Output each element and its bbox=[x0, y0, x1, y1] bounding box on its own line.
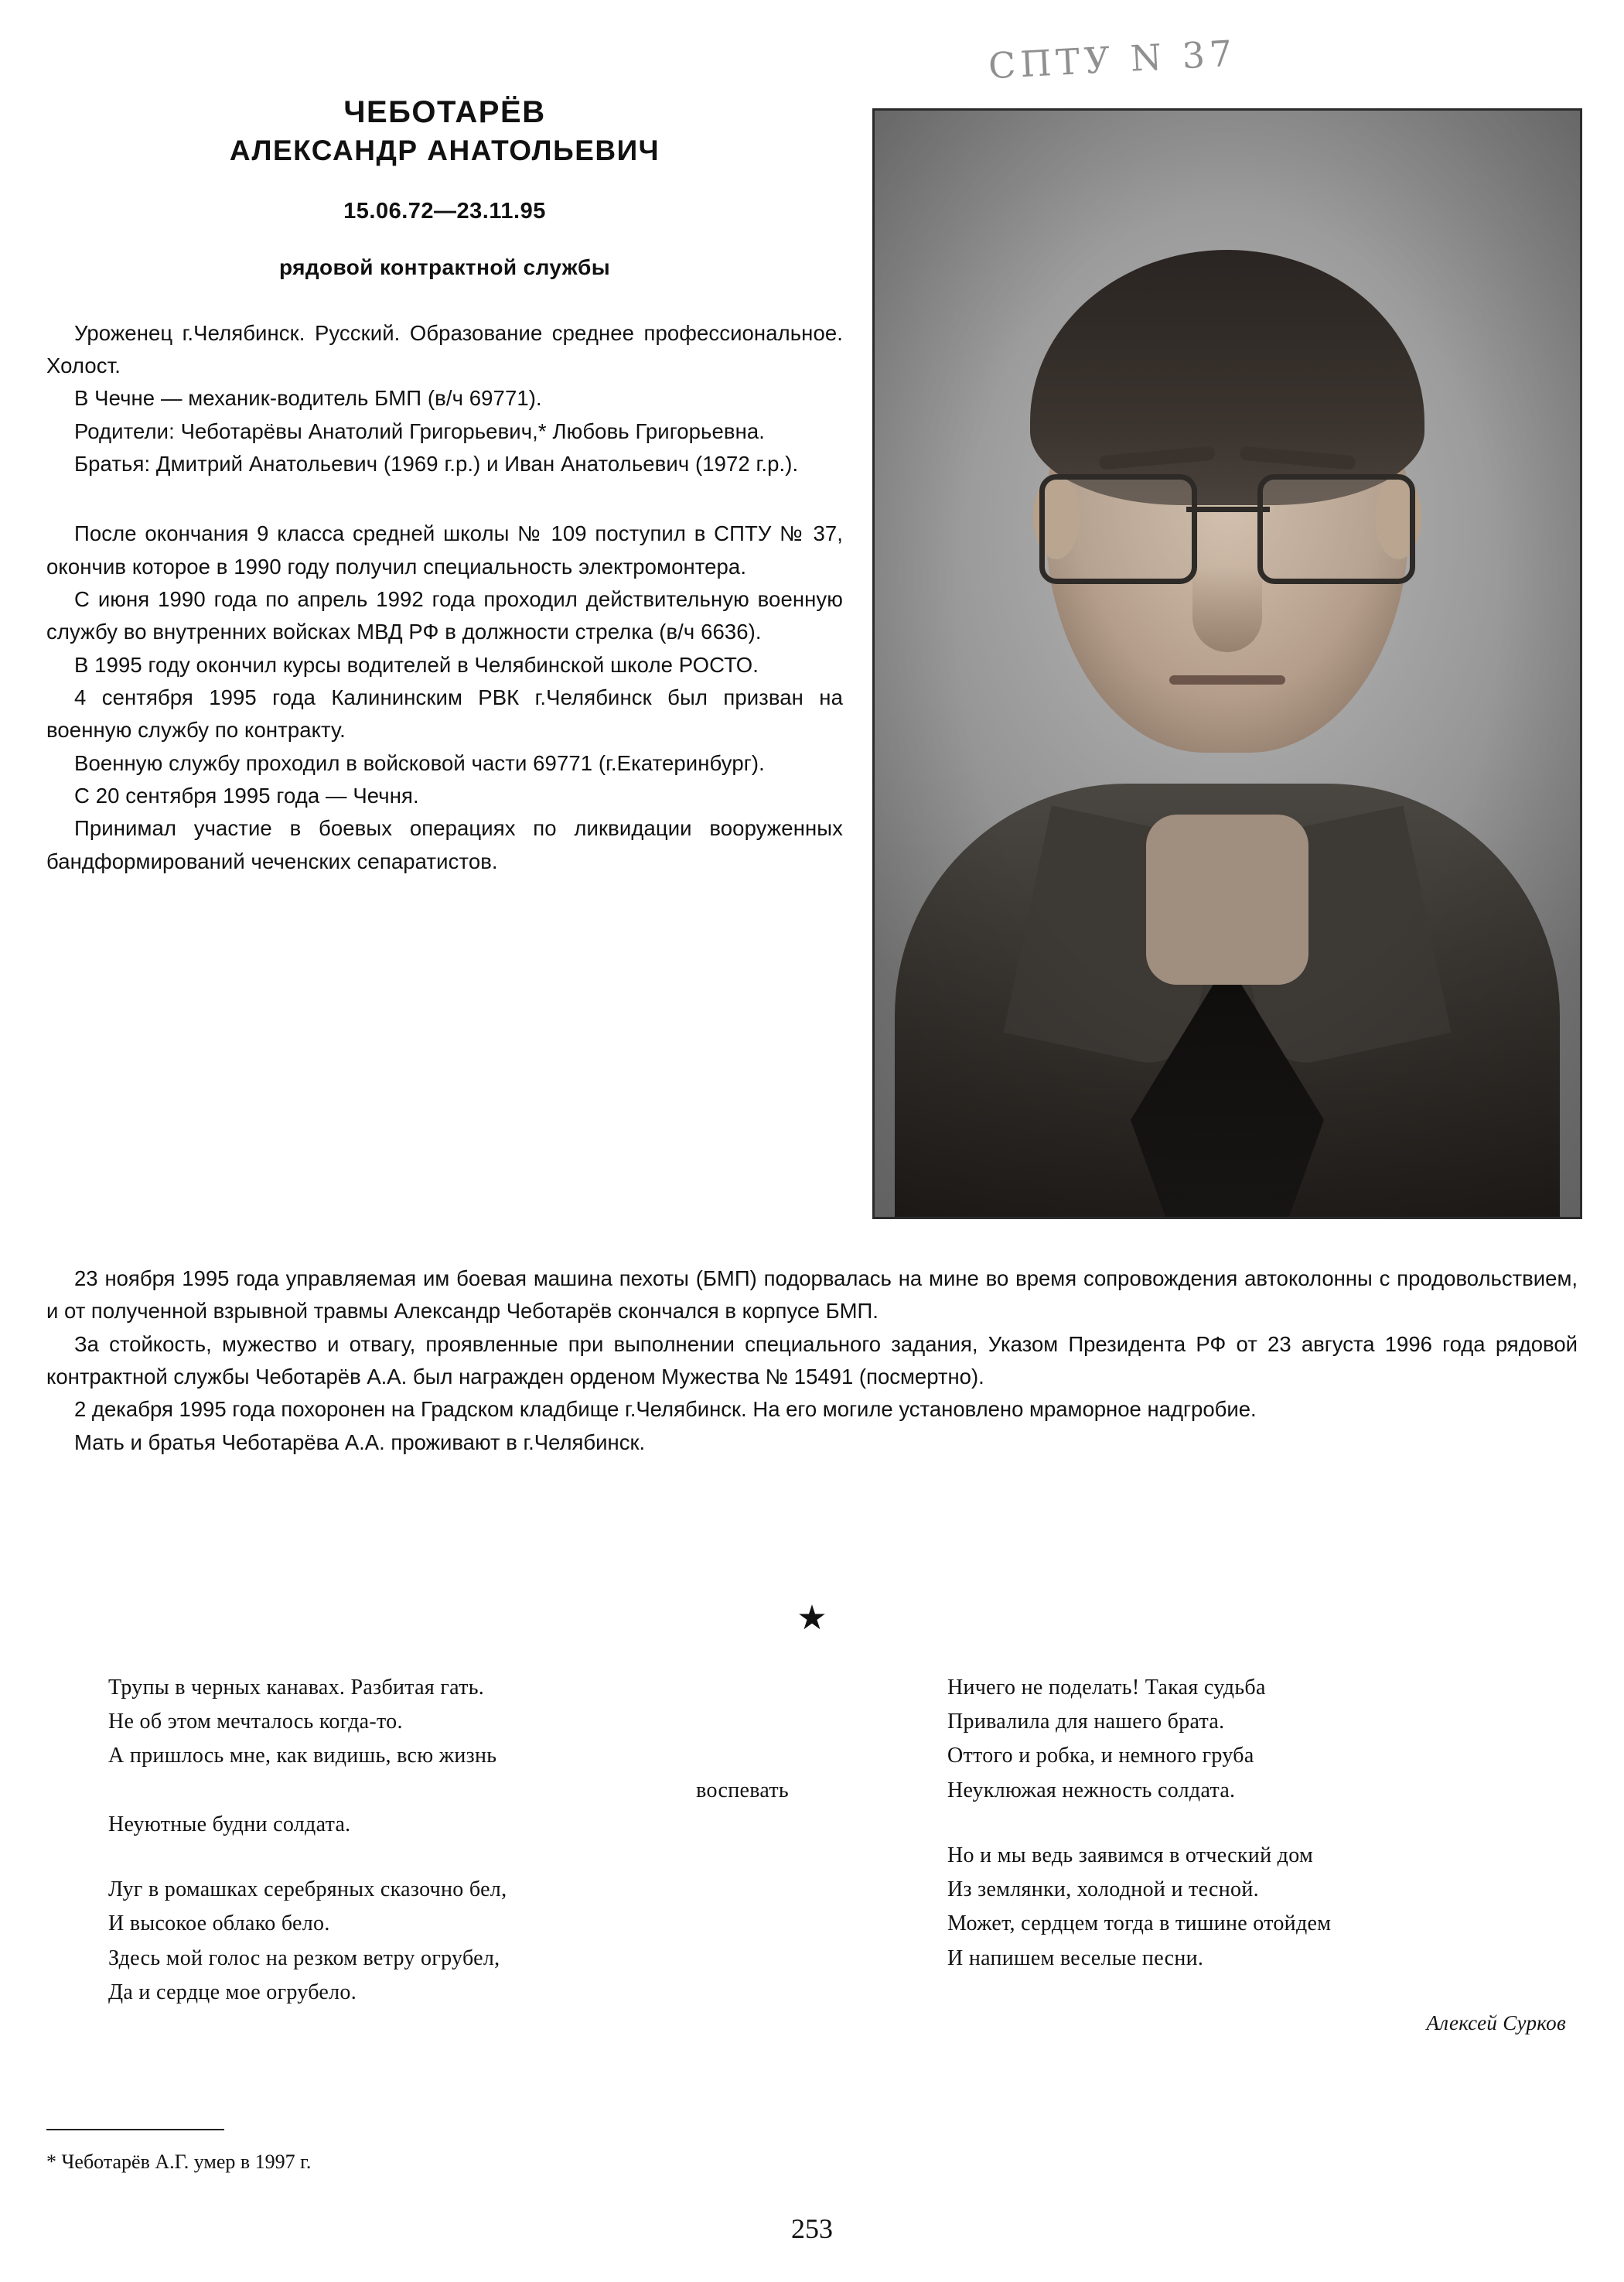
biography-column bbox=[46, 93, 843, 878]
page-title-surname: ЧЕБОТАРЁВ bbox=[343, 95, 546, 129]
poem-line: Здесь мой голос на резком ветру огрубел, bbox=[108, 1946, 500, 1970]
poem-line: Оттого и робка, и немного груба bbox=[947, 1744, 1254, 1768]
poem-stanza bbox=[108, 1671, 789, 1842]
poem-stanza bbox=[108, 1873, 789, 2010]
poem-column-left bbox=[108, 1671, 789, 2041]
portrait-photo bbox=[872, 108, 1582, 1219]
bio-block-full-width bbox=[46, 1262, 1578, 1459]
handwritten-annotation: СПТУ N 37 bbox=[987, 32, 1238, 87]
bio-paragraph: 23 ноября 1995 года управляемая им боевая машина пехоты (БМП) подорвалась на мине во время сопровождения автоколонны с продовольствием, и от полученной взрывной травмы Александр Чеботарёв скончался в корпусе БМП. bbox=[46, 1266, 1578, 1324]
bio-paragraph: 4 сентября 1995 года Калининским РВК г.Челябинск был призван на военную службу по контракту. bbox=[46, 685, 843, 743]
poem-column-right bbox=[947, 1671, 1566, 2040]
bio-paragraph: Военную службу проходил в войсковой части 69771 (г.Екатеринбург). bbox=[74, 750, 765, 775]
poem-stanza bbox=[947, 1671, 1566, 1808]
bio-block-1 bbox=[46, 317, 843, 481]
poem-line: Привалила для нашего брата. bbox=[947, 1710, 1225, 1734]
poem-line: И напишем веселые песни. bbox=[947, 1946, 1204, 1970]
poem-line: Луг в ромашках серебряных сказочно бел, bbox=[108, 1877, 507, 1902]
portrait-photo-wrap bbox=[872, 32, 1578, 1219]
bio-paragraph: С 20 сентября 1995 года — Чечня. bbox=[74, 784, 419, 808]
poem-line: Но и мы ведь заявимся в отческий дом bbox=[947, 1843, 1313, 1867]
poem-stanza bbox=[947, 1839, 1566, 1976]
bio-paragraph: За стойкость, мужество и отвагу, проявленные при выполнении специального задания, Указом Президента РФ от 23 августа 1996 года рядовой контрактной службы Чеботарёв А.А. был награжден орденом Мужества № 15491 (посмертно). bbox=[46, 1331, 1578, 1389]
poem-line: А пришлось мне, как видишь, всю жизнь bbox=[108, 1744, 497, 1768]
poem-line: Ничего не поделать! Такая судьба bbox=[947, 1676, 1266, 1700]
bio-paragraph-text: Родители: Чеботарёвы Анатолий Григорьевич,* Любовь Григорьевна. bbox=[74, 418, 766, 443]
footnote: * Чеботарёв А.Г. умер в 1997 г. bbox=[46, 2150, 312, 2173]
poem-line: Неуклюжая нежность солдата. bbox=[947, 1778, 1236, 1802]
bio-paragraph: В 1995 году окончил курсы водителей в Челябинской школе РОСТО. bbox=[74, 652, 759, 677]
poem-line: воспевать bbox=[696, 1778, 789, 1802]
poem-line: Трупы в черных канавах. Разбитая гать. bbox=[108, 1676, 485, 1700]
bio-paragraph: Мать и братья Чеботарёва А.А. проживают в г.Челябинск. bbox=[74, 1430, 646, 1454]
poem-line: Не об этом мечталось когда-то. bbox=[108, 1710, 403, 1734]
photo-vignette bbox=[875, 111, 1580, 1217]
bio-paragraph: С июня 1990 года по апрель 1992 года проходил действительную военную службу во внутренних войсках МВД РФ в должности стрелка (в/ч 6636). bbox=[46, 586, 843, 644]
bio-paragraph: После окончания 9 класса средней школы № 109 поступил в СПТУ № 37, окончив которое в 1990 году получил специальность электромонтера. bbox=[46, 521, 843, 579]
poem-line: Может, сердцем тогда в тишине отойдем bbox=[947, 1911, 1332, 1936]
footnote-divider bbox=[46, 2129, 224, 2130]
bio-block-2 bbox=[46, 518, 843, 878]
military-rank: рядовой контрактной службы bbox=[278, 255, 611, 279]
bio-paragraph: Братья: Дмитрий Анатольевич (1969 г.р.) и Иван Анатольевич (1972 г.р.). bbox=[74, 451, 799, 476]
bio-paragraph: В Чечне — механик-водитель БМП (в/ч 69771). bbox=[74, 386, 542, 411]
bio-paragraph: Принимал участие в боевых операциях по ликвидации вооруженных бандформирований чеченских сепаратистов. bbox=[46, 816, 843, 873]
page-number: 253 bbox=[791, 2213, 833, 2244]
poem-line: Из землянки, холодной и тесной. bbox=[947, 1877, 1259, 1902]
star-divider-icon: ★ bbox=[797, 1599, 827, 1637]
bio-paragraph: Уроженец г.Челябинск. Русский. Образование среднее профессиональное. Холост. bbox=[46, 320, 843, 377]
poem-line: И высокое облако бело. bbox=[108, 1911, 330, 1936]
bio-paragraph: 2 декабря 1995 года похоронен на Градском кладбище г.Челябинск. На его могиле установлено мраморное надгробие. bbox=[74, 1397, 1257, 1422]
poem-line: Да и сердце мое огрубело. bbox=[108, 1980, 357, 2004]
life-dates: 15.06.72—23.11.95 bbox=[343, 198, 546, 224]
poem-line: Неуютные будни солдата. bbox=[108, 1812, 351, 1836]
poem-author: Алексей Сурков bbox=[1426, 2010, 1566, 2034]
bio-paragraph bbox=[46, 415, 843, 448]
page-title-given-names: АЛЕКСАНДР АНАТОЛЬЕВИЧ bbox=[229, 135, 660, 167]
